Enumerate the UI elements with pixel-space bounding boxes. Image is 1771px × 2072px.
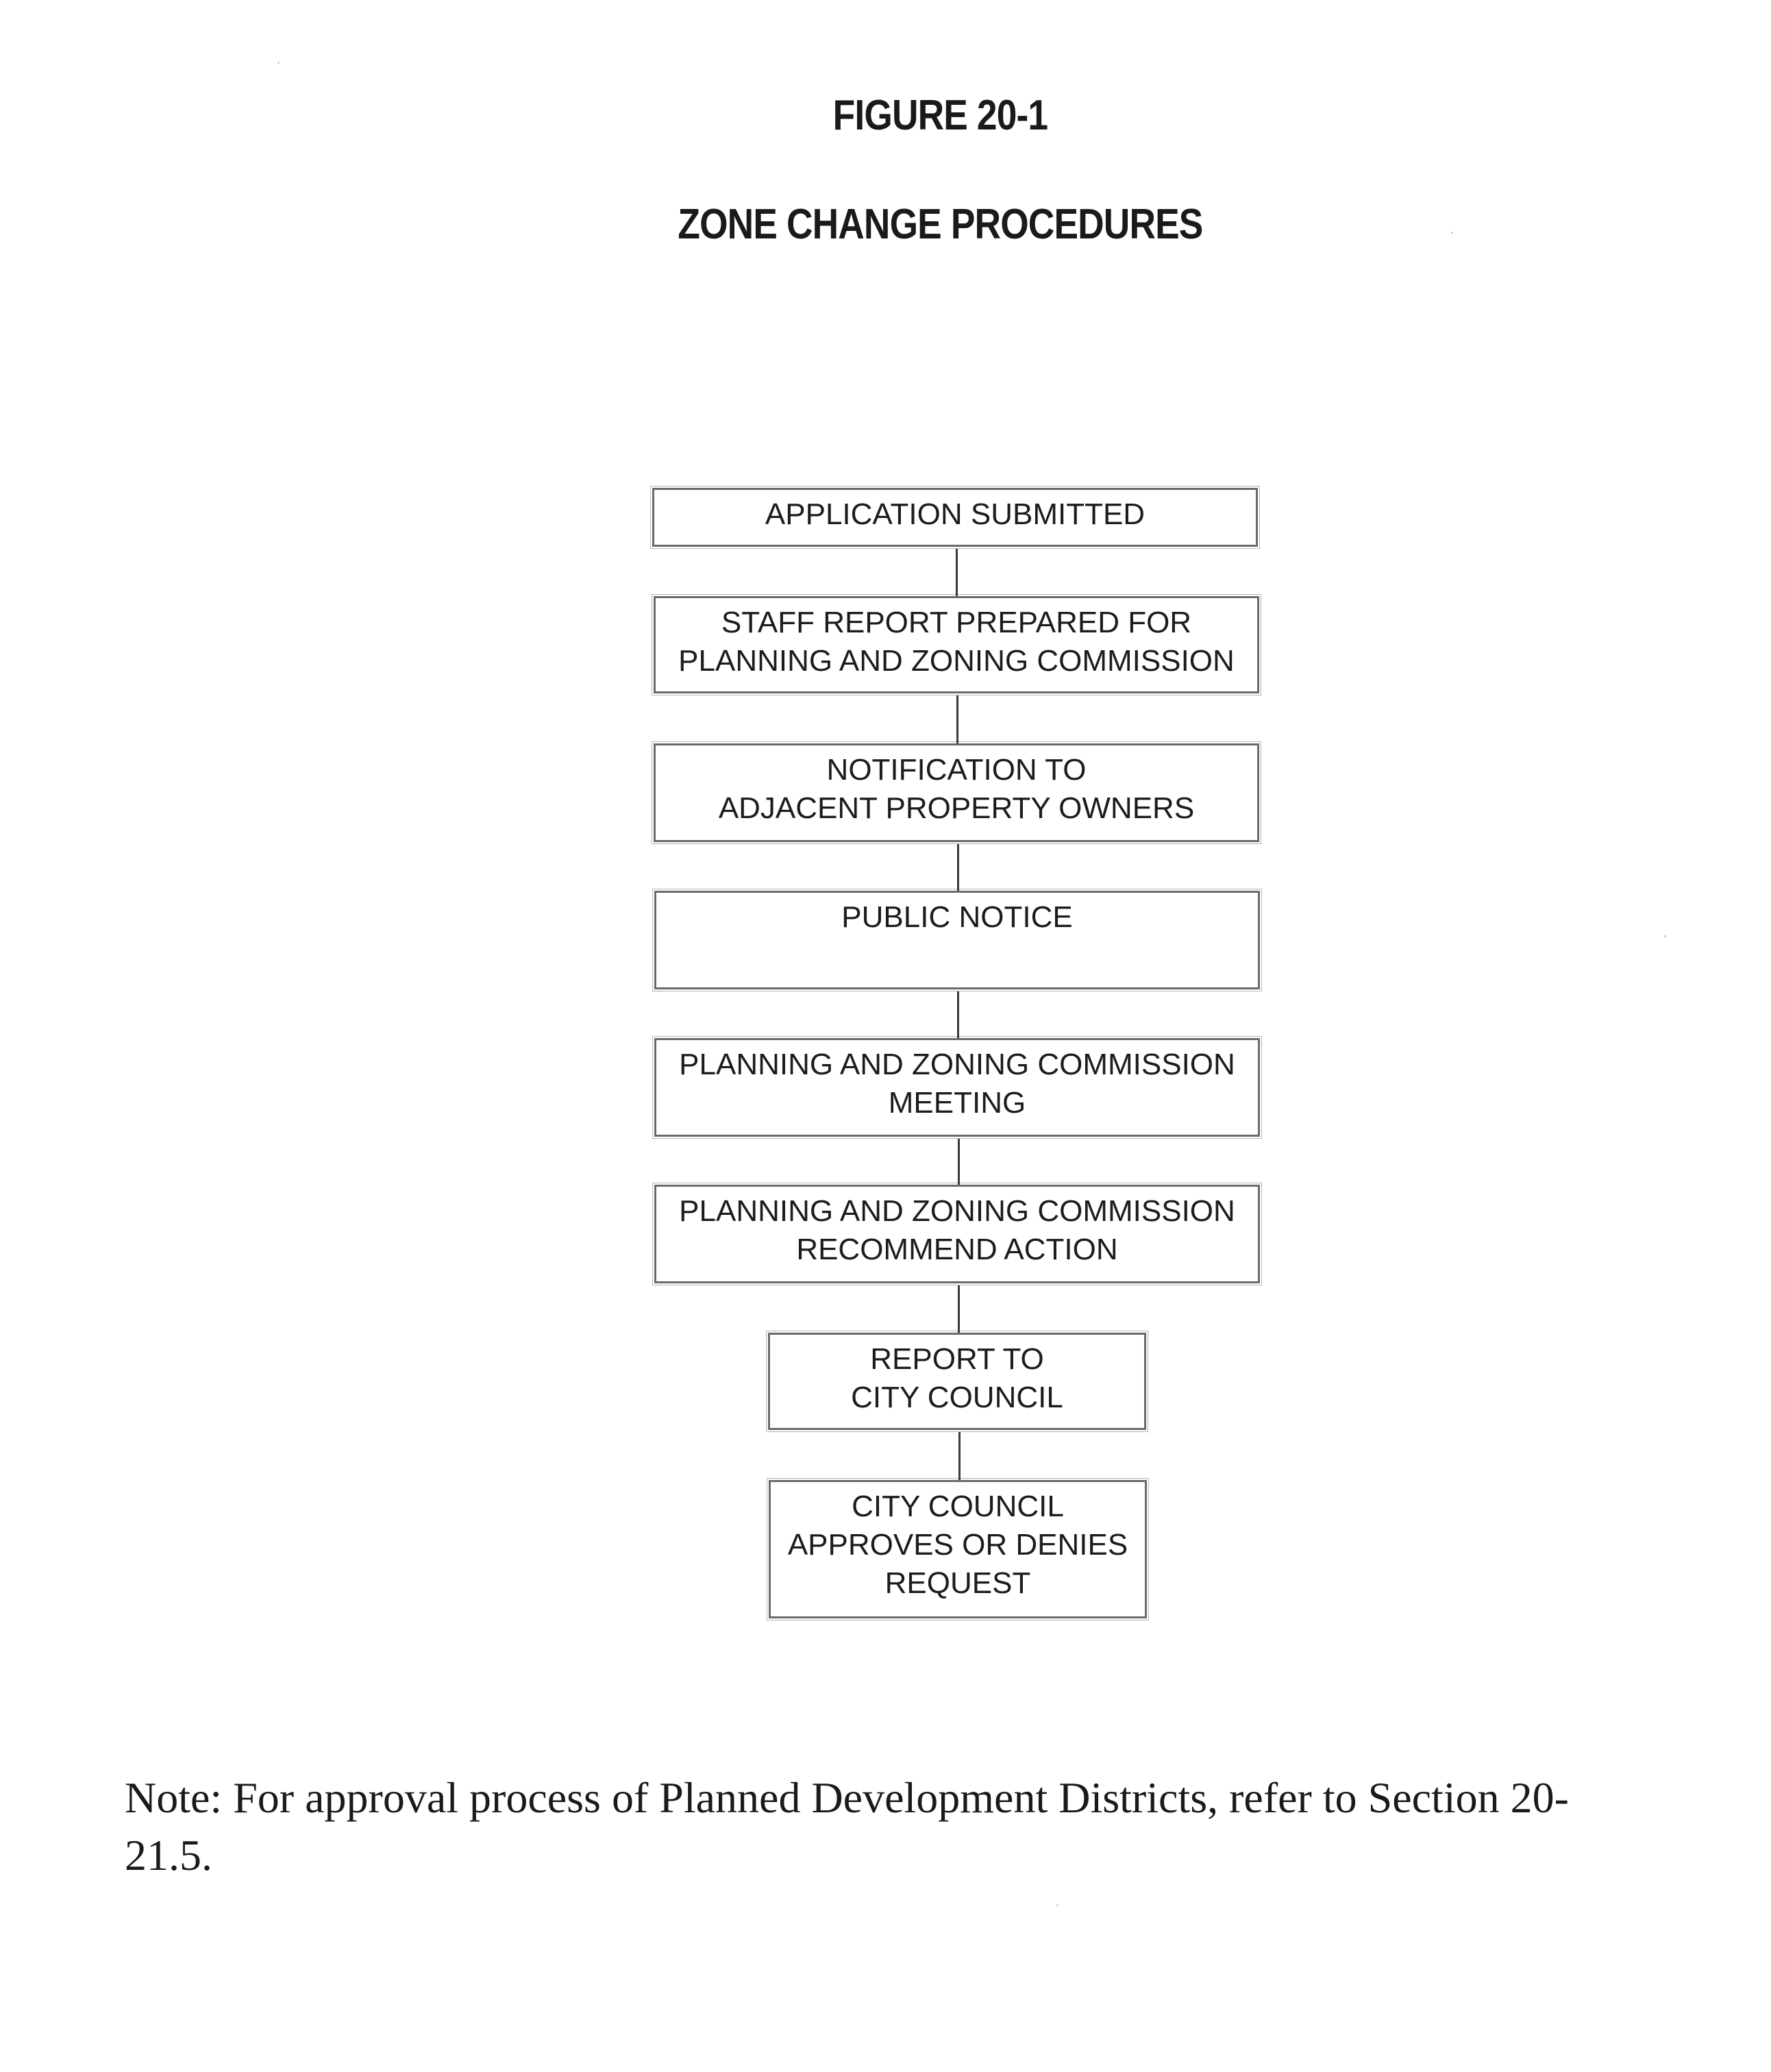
scan-speck	[1451, 232, 1453, 234]
step-text: STAFF REPORT PREPARED FOR	[721, 606, 1192, 639]
step-staff-report	[654, 596, 1259, 693]
step-council-decision	[769, 1480, 1147, 1618]
step-text: PUBLIC NOTICE	[841, 900, 1073, 934]
scan-speck	[1664, 935, 1666, 937]
footnote-line-2: 21.5.	[125, 1831, 212, 1879]
figure-number: FIGURE 20-1	[832, 92, 1048, 139]
step-text: PLANNING AND ZONING COMMISSION	[679, 1194, 1235, 1228]
connector-4	[957, 991, 959, 1038]
step-text: PLANNING AND ZONING COMMISSION	[678, 644, 1235, 678]
step-text: NOTIFICATION TO	[826, 753, 1087, 787]
step-notification	[654, 743, 1259, 842]
step-text: ADJACENT PROPERTY OWNERS	[718, 791, 1195, 825]
connector-7	[958, 1432, 961, 1480]
scan-speck	[277, 62, 280, 64]
figure-title: ZONE CHANGE PROCEDURES	[678, 201, 1203, 248]
step-text: RECOMMEND ACTION	[796, 1233, 1118, 1266]
step-pz-recommend	[654, 1185, 1260, 1283]
footnote	[125, 1769, 1652, 1884]
step-pz-meeting	[654, 1038, 1260, 1137]
connector-5	[958, 1139, 960, 1185]
step-text: MEETING	[888, 1086, 1026, 1120]
scan-speck	[1056, 1904, 1058, 1906]
step-text: REPORT TO	[870, 1342, 1044, 1376]
step-text: APPROVES OR DENIES	[787, 1528, 1128, 1562]
connector-6	[958, 1285, 960, 1333]
step-application-submitted	[652, 488, 1258, 547]
step-text: PLANNING AND ZONING COMMISSION	[679, 1048, 1235, 1081]
step-text: CITY COUNCIL	[852, 1490, 1064, 1523]
connector-3	[957, 844, 959, 891]
step-text: REQUEST	[884, 1566, 1031, 1600]
footnote-line-1: Note: For approval process of Planned Development Districts, refer to Section 20-	[125, 1773, 1569, 1822]
step-text: CITY COUNCIL	[851, 1381, 1063, 1414]
step-report-council	[768, 1333, 1146, 1430]
step-text: APPLICATION SUBMITTED	[765, 497, 1145, 531]
connector-1	[956, 549, 958, 596]
step-public-notice	[654, 891, 1260, 989]
connector-2	[956, 695, 958, 743]
